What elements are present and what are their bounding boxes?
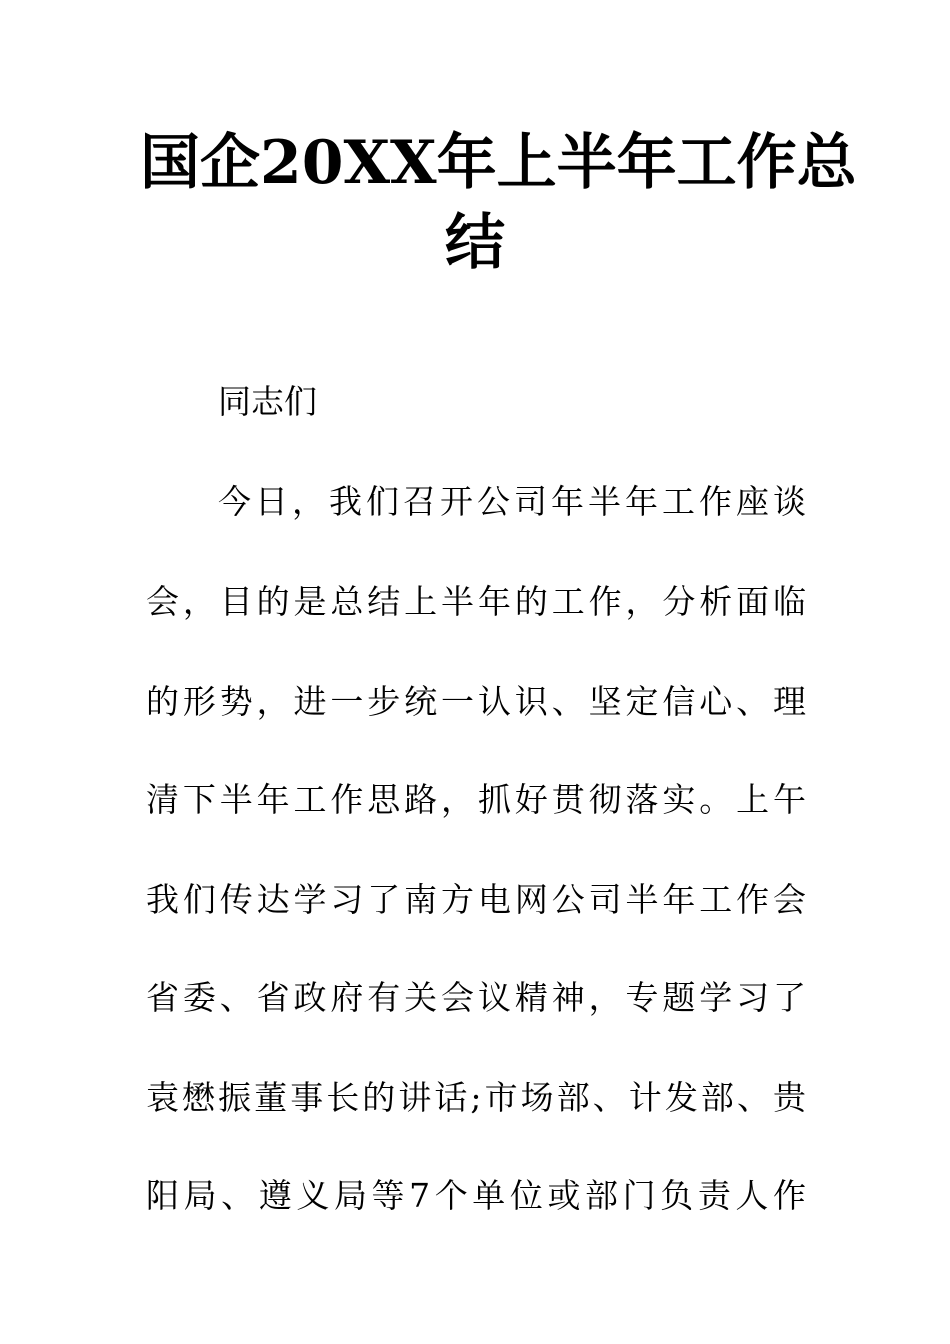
paragraph-line: 的形势，进一步统一认识、坚定信心、理 <box>146 682 806 721</box>
paragraph-line: 清下半年工作思路，抓好贯彻落实。上午 <box>146 780 806 819</box>
paragraph-line: 我们传达学习了南方电网公司半年工作会 <box>146 880 806 919</box>
paragraph-line: 省委、省政府有关会议精神，专题学习了 <box>146 978 806 1017</box>
paragraph-line: 袁懋振董事长的讲话;市场部、计发部、贵 <box>146 1078 806 1117</box>
paragraph-line: 阳局、遵义局等7个单位或部门负责人作 <box>146 1176 806 1215</box>
document-title-line-1: 国企20XX年上半年工作总 <box>140 128 857 198</box>
salutation: 同志们 <box>218 382 317 421</box>
paragraph-line: 今日，我们召开公司年半年工作座谈 <box>218 482 806 521</box>
document-title-line-2: 结 <box>445 208 505 278</box>
paragraph-line: 会，目的是总结上半年的工作，分析面临 <box>146 582 806 621</box>
